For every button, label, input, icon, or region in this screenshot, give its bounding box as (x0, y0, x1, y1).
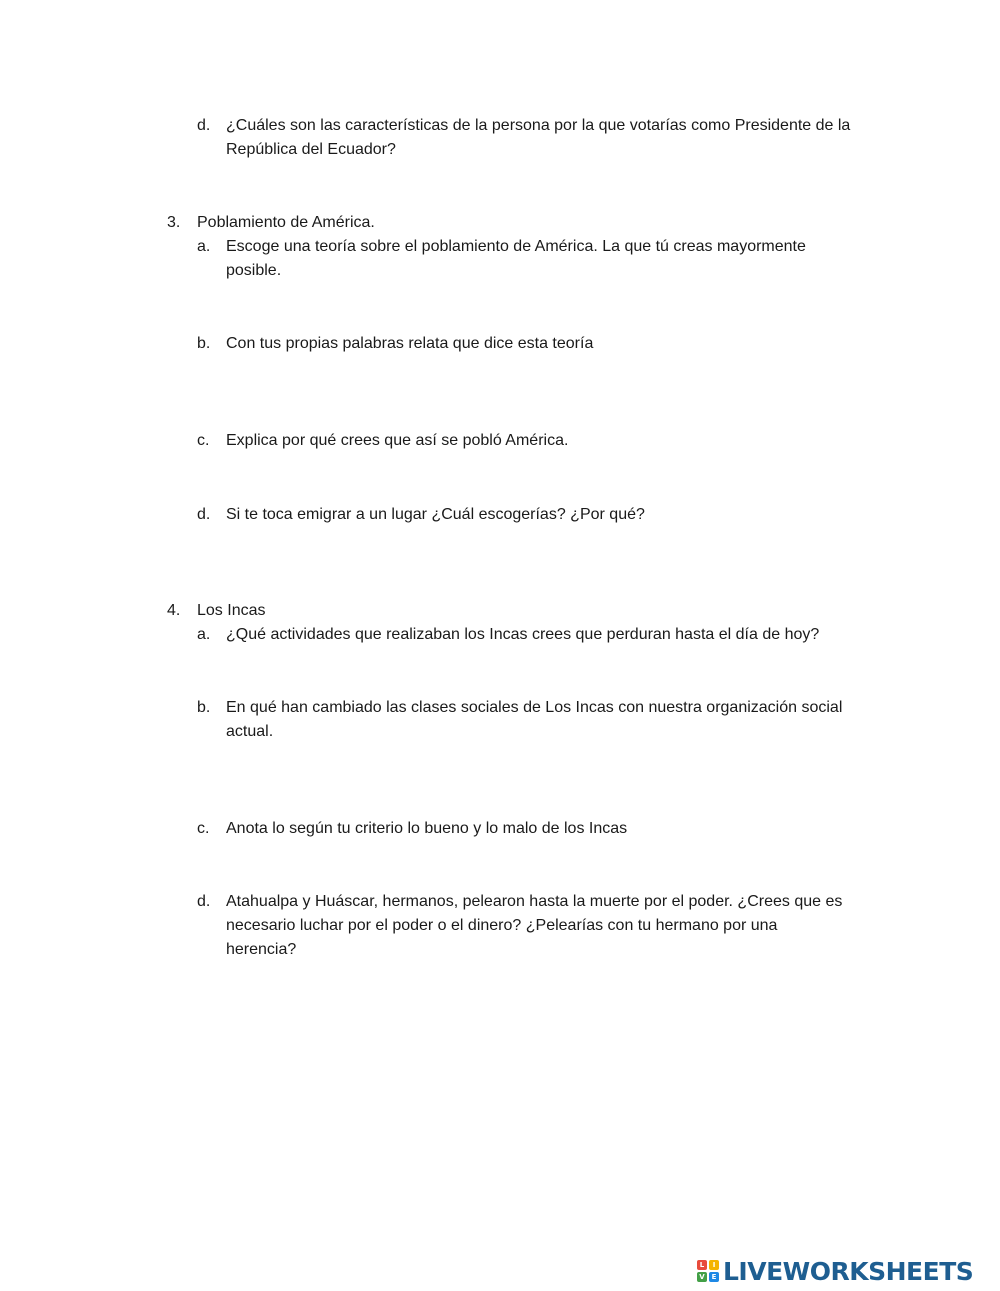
question-text-line: Explica por qué crees que así se pobló América. (226, 432, 569, 449)
item-marker: d. (197, 117, 211, 134)
question-text-line: Anota lo según tu criterio lo bueno y lo malo de los Incas (226, 820, 628, 837)
question-text-line: actual. (226, 723, 274, 740)
liveworksheets-logo (697, 1256, 973, 1286)
question-text-line: Con tus propias palabras relata que dice esta teoría (226, 335, 594, 352)
logo-text: LIVEWORKSHEETS (723, 1256, 974, 1286)
item-marker: d. (197, 893, 211, 910)
logo-tile-l: L (697, 1260, 707, 1270)
logo-icon (697, 1260, 719, 1282)
item-marker: a. (197, 626, 211, 643)
logo-tile-e: E (709, 1272, 719, 1282)
question-text-line: Escoge una teoría sobre el poblamiento de América. La que tú creas mayormente (226, 238, 806, 255)
question-text-line: República del Ecuador? (226, 141, 396, 158)
item-marker: c. (197, 820, 210, 837)
section-title: Los Incas (197, 602, 266, 619)
question-text-line: ¿Qué actividades que realizaban los Incas crees que perduran hasta el día de hoy? (226, 626, 820, 643)
question-text-line: ¿Cuáles son las características de la persona por la que votarías como Presidente de la (226, 117, 851, 134)
section-number: 3. (167, 214, 181, 231)
question-text-line: posible. (226, 262, 282, 279)
question-text-line: Atahualpa y Huáscar, hermanos, pelearon hasta la muerte por el poder. ¿Crees que es (226, 893, 843, 910)
question-text-line: necesario luchar por el poder o el dinero? ¿Pelearías con tu hermano por una (226, 917, 778, 934)
section-title: Poblamiento de América. (197, 214, 375, 231)
item-marker: a. (197, 238, 211, 255)
logo-tile-i: I (709, 1260, 719, 1270)
item-marker: b. (197, 335, 211, 352)
logo-tile-v: V (697, 1272, 707, 1282)
question-text-line: herencia? (226, 941, 297, 958)
section-number: 4. (167, 602, 181, 619)
item-marker: d. (197, 506, 211, 523)
question-text-line: En qué han cambiado las clases sociales de Los Incas con nuestra organización social (226, 699, 843, 716)
item-marker: b. (197, 699, 211, 716)
item-marker: c. (197, 432, 210, 449)
question-text-line: Si te toca emigrar a un lugar ¿Cuál escogerías? ¿Por qué? (226, 506, 645, 523)
